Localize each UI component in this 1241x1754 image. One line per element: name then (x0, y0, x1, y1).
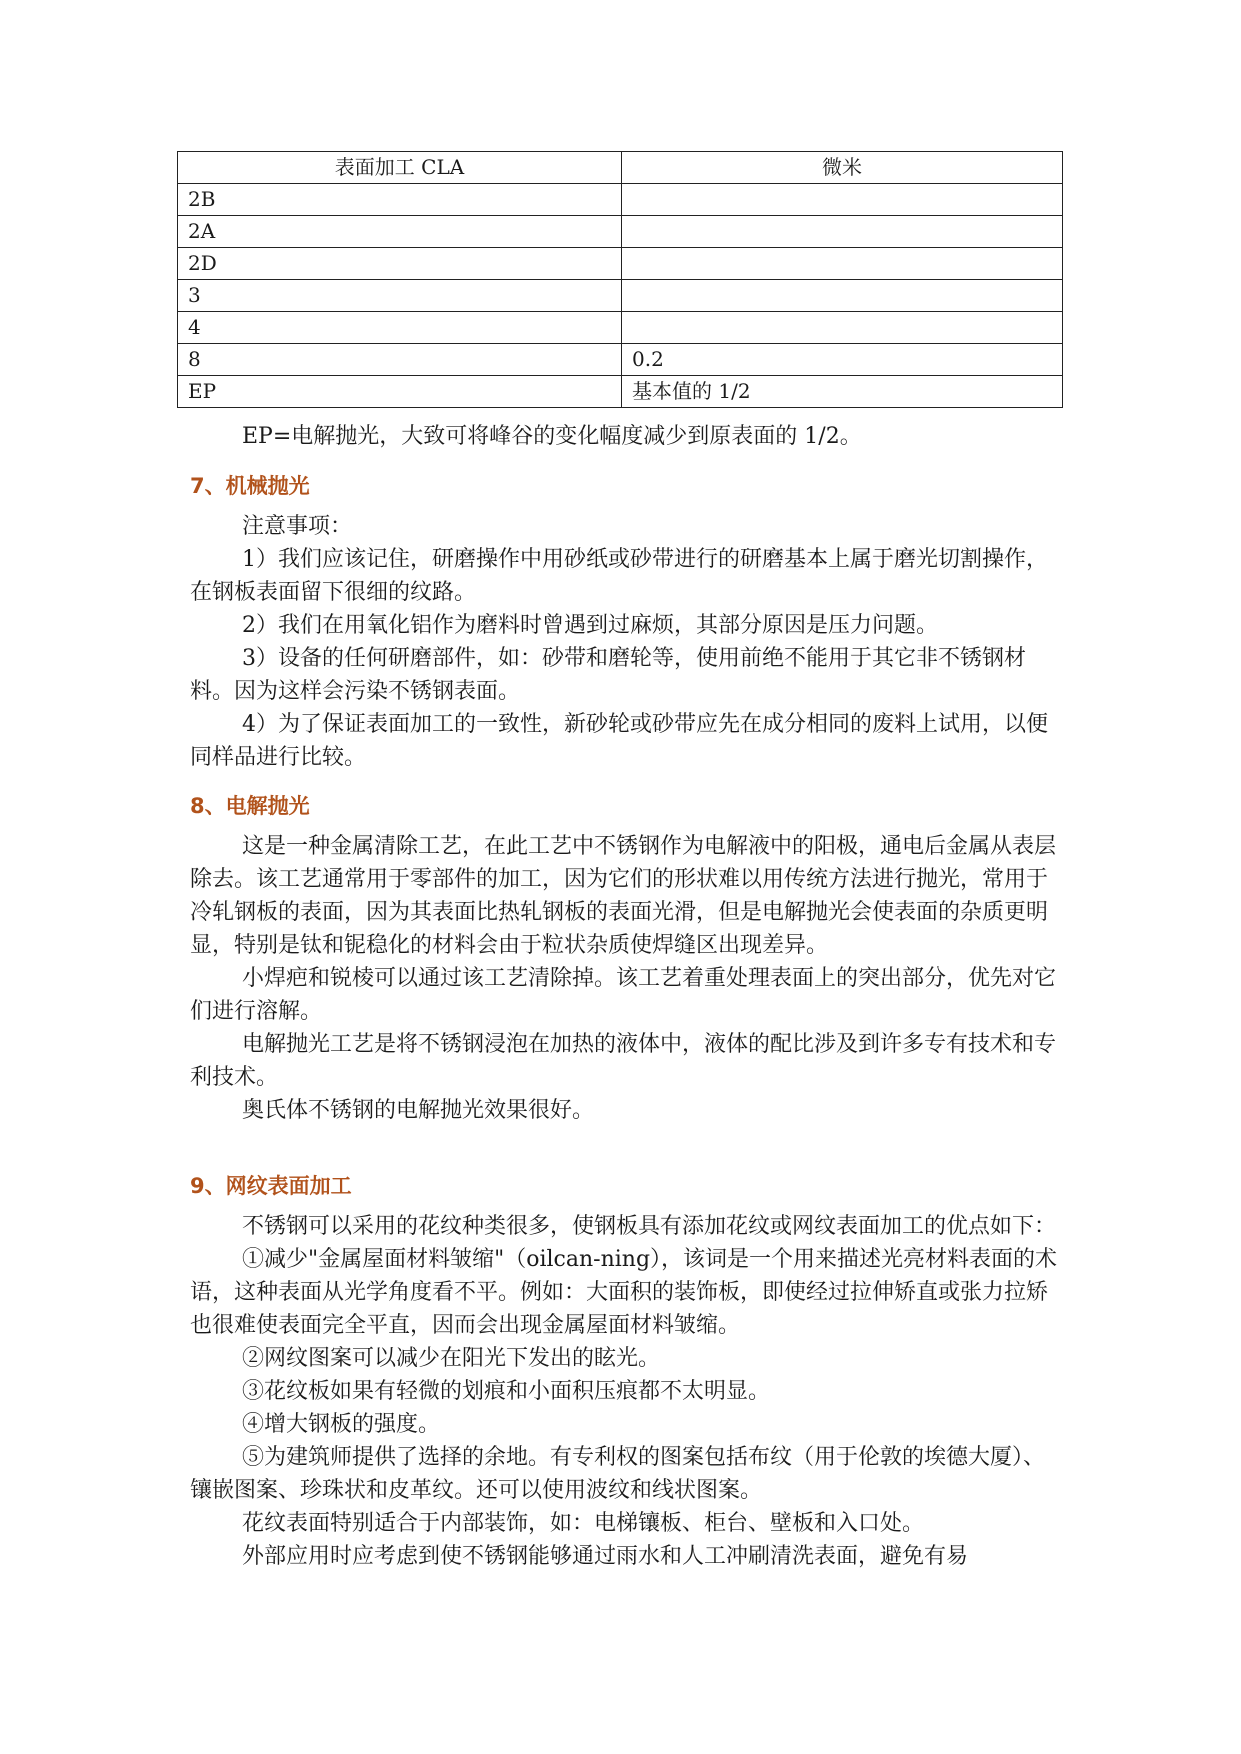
table-row (178, 216, 1063, 248)
paragraph: 奥氏体不锈钢的电解抛光效果很好。 (242, 1098, 595, 1123)
table-cell-value (622, 280, 1063, 312)
table-cell-finish: 3 (178, 280, 622, 312)
paragraph: 这是一种金属清除工艺，在此工艺中不锈钢作为电解液中的阳极，通电后金属从表层除去。该工艺通常用于零部件的加工，因为它们的形状难以用传统方法进行抛光，常用于冷轧钢板的表面，因为其表面比热轧钢板的表面光滑，但是电解抛光会使表面的杂质更明显，特别是钛和铌稳化的材料会由于粒状杂质使焊缝区出现差异。 (190, 834, 1057, 958)
paragraph: ①减少"金属屋面材料皱缩"（oilcan-ning），该词是一个用来描述光亮材料表面的术语，这种表面从光学角度看不平。例如：大面积的装饰板，即使经过拉伸矫直或张力拉矫也很难使表面完全平直，因而会出现金属屋面材料皱缩。 (190, 1247, 1058, 1338)
paragraph: 不锈钢可以采用的花纹种类很多，使钢板具有添加花纹或网纹表面加工的优点如下： (242, 1214, 1057, 1239)
paragraph: 4）为了保证表面加工的一致性，新砂轮或砂带应先在成分相同的废料上试用，以便同样品进行比较。 (190, 712, 1048, 770)
table-cell-value (622, 312, 1063, 344)
paragraph: ③花纹板如果有轻微的划痕和小面积压痕都不太明显。 (242, 1379, 771, 1404)
paragraph: 1）我们应该记住，研磨操作中用砂纸或砂带进行的研磨基本上属于磨光切割操作，在钢板表面留下很细的纹路。 (190, 547, 1048, 605)
section-body-electropolishing (190, 830, 1064, 1127)
table-cell-finish: EP (178, 376, 622, 408)
table-row (178, 280, 1063, 312)
table-note-block (190, 420, 1064, 453)
table-row (178, 376, 1063, 408)
table-cell-finish: 2D (178, 248, 622, 280)
paragraph: 2）我们在用氧化铝作为磨料时曾遇到过麻烦，其部分原因是压力问题。 (242, 613, 938, 638)
section-body-mechanical-polishing (190, 510, 1064, 774)
paragraph: ⑤为建筑师提供了选择的余地。有专利权的图案包括布纹（用于伦敦的埃德大厦）、镶嵌图案、珍珠状和皮革纹。还可以使用波纹和线状图案。 (190, 1445, 1046, 1503)
paragraph: 小焊疤和锐棱可以通过该工艺清除掉。该工艺着重处理表面上的突出部分，优先对它们进行溶解。 (190, 966, 1057, 1024)
table-header-row (178, 152, 1063, 184)
section-body-patterned-finish (190, 1210, 1064, 1573)
table-header-finish: 表面加工 CLA (178, 152, 622, 184)
paragraph: ②网纹图案可以减少在阳光下发出的眩光。 (242, 1346, 661, 1371)
paragraph: 花纹表面特别适合于内部装饰，如：电梯镶板、柜台、壁板和入口处。 (242, 1511, 925, 1536)
paragraph: ④增大钢板的强度。 (242, 1412, 441, 1437)
table-cell-value: 0.2 (622, 344, 1063, 376)
paragraph: 外部应用时应考虑到使不锈钢能够通过雨水和人工冲刷清洗表面，避免有易 (242, 1544, 969, 1569)
table-cell-value: 基本值的 1/2 (622, 376, 1063, 408)
section-title-electropolishing: 8、电解抛光 (190, 794, 310, 818)
table-row (178, 344, 1063, 376)
table-row (178, 248, 1063, 280)
table-cell-finish: 2A (178, 216, 622, 248)
paragraph: 注意事项： (242, 514, 353, 539)
section-title-patterned-finish: 9、网纹表面加工 (190, 1174, 352, 1198)
paragraph: 电解抛光工艺是将不锈钢浸泡在加热的液体中，液体的配比涉及到许多专有技术和专利技术。 (190, 1032, 1057, 1090)
paragraph: 3）设备的任何研磨部件，如：砂带和磨轮等，使用前绝不能用于其它非不锈钢材料。因为这样会污染不锈钢表面。 (190, 646, 1026, 704)
table-cell-value (622, 184, 1063, 216)
table-cell-finish: 4 (178, 312, 622, 344)
table-cell-finish: 8 (178, 344, 622, 376)
table-row (178, 312, 1063, 344)
table-cell-finish: 2B (178, 184, 622, 216)
table-cell-value (622, 248, 1063, 280)
table-row (178, 184, 1063, 216)
table-note: EP=电解抛光，大致可将峰谷的变化幅度减少到原表面的 1/2。 (242, 424, 862, 449)
surface-finish-table (177, 151, 1063, 408)
section-title-mechanical-polishing: 7、机械抛光 (190, 474, 310, 498)
table-header-micron: 微米 (622, 152, 1063, 184)
table-cell-value (622, 216, 1063, 248)
